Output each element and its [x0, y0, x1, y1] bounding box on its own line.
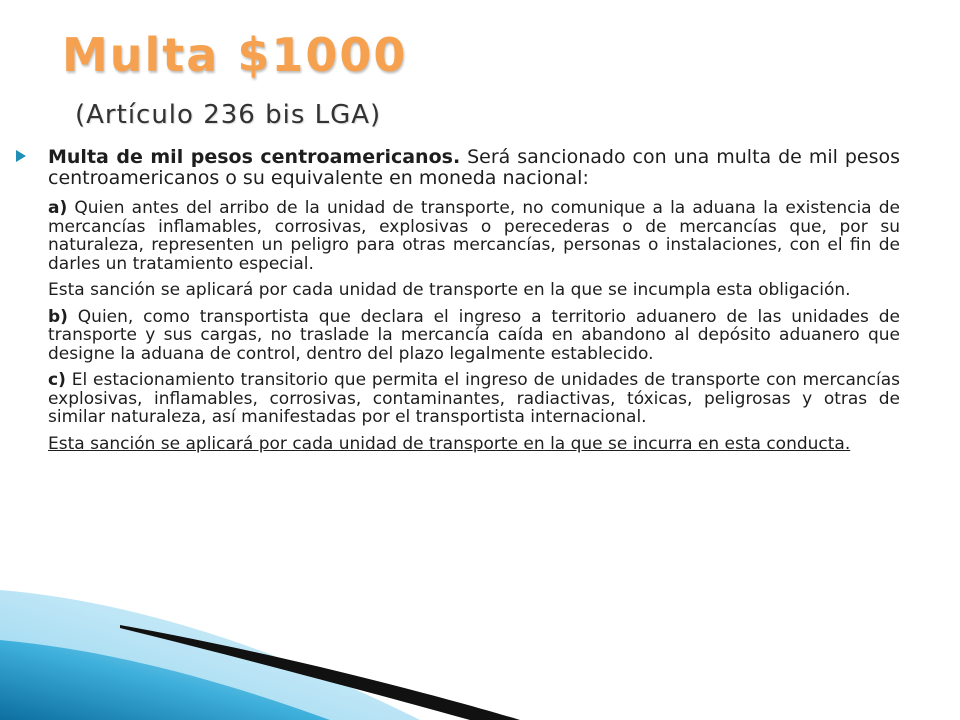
- item-b-letter: b): [48, 306, 68, 327]
- item-a-text: Quien antes del arribo de la unidad de transporte, no comunique a la aduana la existencia de mercancías inflamables, corrosivas, explosivas o perecederas o de mercancías que, por su naturaleza, representen un peligro para otras mercancías, personas o instalaciones, con el fin de darles un tratamiento especial.: [48, 198, 900, 274]
- note-a-paragraph: Esta sanción se aplicará por cada unidad de transporte en la que se incumpla esta obligación.: [48, 280, 851, 300]
- arrow-bullet-icon: [16, 150, 26, 162]
- item-b-text: Quien, como transportista que declara el ingreso a territorio aduanero de las unidades de transporte y sus cargas, no traslade la mercancía caída en abandono al depósito aduanero que designe la aduana de control, dentro del plazo legalmente establecido.: [48, 306, 900, 364]
- slide-body: [48, 147, 900, 461]
- item-a-paragraph: [48, 199, 900, 273]
- item-b-paragraph: [48, 308, 900, 364]
- item-c-letter: c): [48, 370, 66, 390]
- item-c-paragraph: [48, 371, 900, 427]
- intro-bold: Multa de mil pesos centroamericanos.: [48, 146, 461, 168]
- item-c-text: El estacionamiento transitorio que permita el ingreso de unidades de transporte con mercancías explosivas, inflamables, corrosivas, contaminantes, radiactivas, tóxicas, peligrosas y otras de similar naturaleza, así manifestadas por el transportista internacional.: [48, 370, 900, 427]
- slide-title: Multa $1000: [62, 28, 408, 82]
- intro-paragraph: [48, 147, 900, 189]
- note-c-paragraph: Esta sanción se aplicará por cada unidad de transporte en la que se incurra en esta conducta.: [48, 433, 851, 454]
- slide-subtitle: (Artículo 236 bis LGA): [75, 100, 382, 130]
- intro-text: Será sancionado con una multa de mil pesos centroamericanos o su equivalente en moneda nacional:: [48, 146, 900, 189]
- item-a-letter: a): [48, 198, 68, 218]
